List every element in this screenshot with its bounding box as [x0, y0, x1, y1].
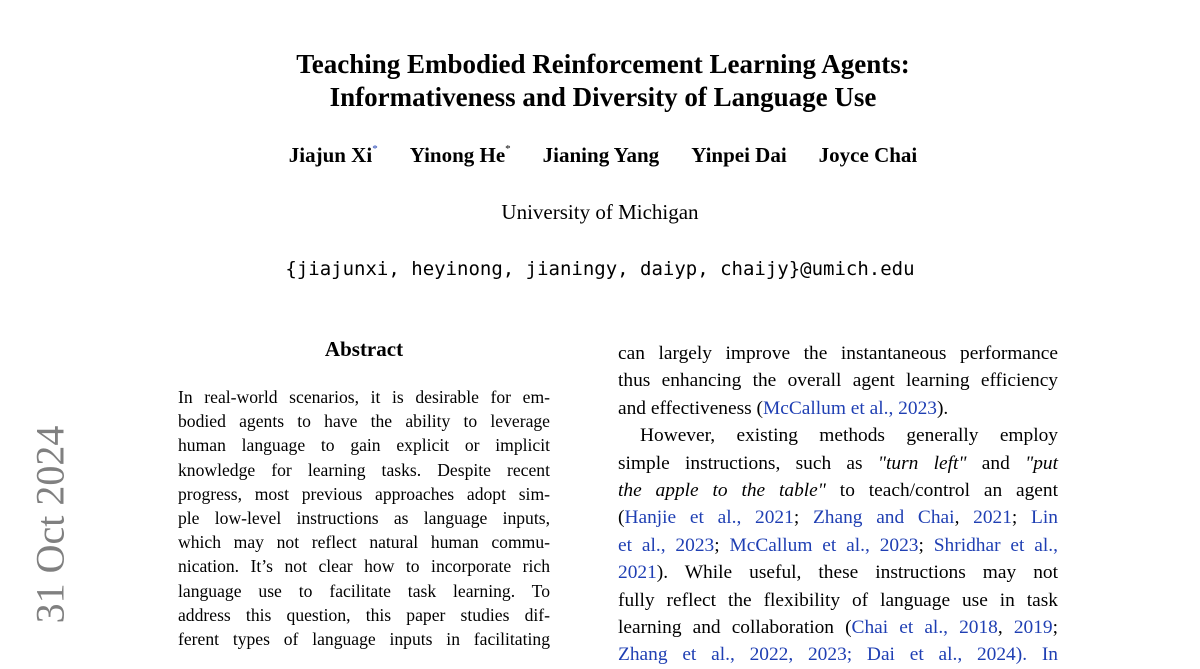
abstract-line: progress, most previous approaches adopt sim- [178, 483, 550, 504]
body-line: et al., 2023; McCallum et al., 2023; Shridhar et al., [618, 534, 1058, 556]
abstract-line: knowledge for learning tasks. Despite recent [178, 459, 550, 480]
author: Jiajun Xi* [288, 143, 378, 167]
body-line: learning and collaboration (Chai et al., 2018, 2019; [618, 617, 1058, 639]
body-line: thus enhancing the overall agent learning efficiency [618, 370, 1058, 392]
paper-title [0, 48, 1200, 114]
citation-link[interactable]: Hanjie et al., 2021 [624, 507, 794, 529]
author-emails: {jiajunxi, heyinong, jianingy, daiyp, chaijy}@umich.edu [285, 258, 915, 280]
citation-link[interactable]: 2021 [618, 562, 657, 584]
citation-link[interactable]: 2021 [973, 507, 1012, 529]
arxiv-date-stamp [26, 424, 74, 624]
body-line: 2021). While useful, these instructions may not [618, 562, 1058, 584]
arxiv-date-text: 31 Oct 2024 [27, 425, 73, 623]
abstract-line: language use to facilitate task learning. To [178, 580, 550, 601]
abstract-line: In real-world scenarios, it is desirable for em- [178, 387, 550, 407]
body-line: (Hanjie et al., 2021; Zhang and Chai, 2021; Lin [618, 507, 1058, 529]
equal-contribution-mark: * [505, 143, 511, 155]
author-list [0, 143, 1200, 168]
author: Yinong He* [409, 143, 511, 167]
citation-link[interactable]: 2019 [1013, 617, 1053, 639]
abstract-line: human language to gain explicit or implicit [178, 435, 550, 456]
citation-link[interactable]: Shridhar et al., [933, 534, 1058, 556]
citation-link[interactable]: Zhang and Chai [812, 507, 955, 529]
author: Yinpei Dai [691, 143, 787, 167]
body-line-partially-visible: Zhang et al., 2022, 2023; Dai et al., 2024). In [618, 644, 1058, 666]
abstract-heading: Abstract [324, 337, 404, 361]
abstract-line: which may not reflect natural human commu- [178, 532, 550, 553]
author: Joyce Chai [818, 143, 918, 167]
equal-contribution-mark: * [372, 143, 378, 155]
affiliation: University of Michigan [501, 200, 699, 224]
body-line: simple instructions, such as "turn left" and "put [618, 452, 1058, 474]
body-line: fully reflect the flexibility of language use in task [618, 589, 1058, 611]
intro-text-column [618, 340, 1058, 669]
title-line-1: Teaching Embodied Reinforcement Learning Agents: [296, 49, 910, 79]
author: Jianing Yang [542, 143, 660, 167]
abstract-line: bodied agents to have the ability to leverage [178, 411, 550, 432]
body-line: can largely improve the instantaneous performance [618, 343, 1058, 364]
citation-link[interactable]: Lin [1031, 507, 1058, 529]
citation-link[interactable]: Chai et al., 2018 [851, 617, 998, 639]
citation-link[interactable]: McCallum et al., 2023 [763, 397, 937, 419]
body-line: and effectiveness (McCallum et al., 2023). [618, 397, 949, 419]
body-line: However, existing methods generally employ [640, 425, 1058, 447]
citation-link[interactable]: et al., 2023 [618, 534, 715, 556]
body-line: the apple to the table" to teach/control an agent [618, 480, 1058, 502]
abstract-line: ferent types of language inputs in facilitating [178, 629, 550, 650]
title-line-2: Informativeness and Diversity of Language Use [329, 82, 877, 112]
abstract-body [178, 385, 550, 651]
abstract-line: nication. It’s not clear how to incorporate rich [178, 556, 550, 577]
abstract-line: ple low-level instructions as language inputs, [178, 508, 550, 529]
abstract-line: address this question, this paper studies dif- [178, 604, 550, 625]
citation-link[interactable]: McCallum et al., 2023 [729, 534, 919, 556]
